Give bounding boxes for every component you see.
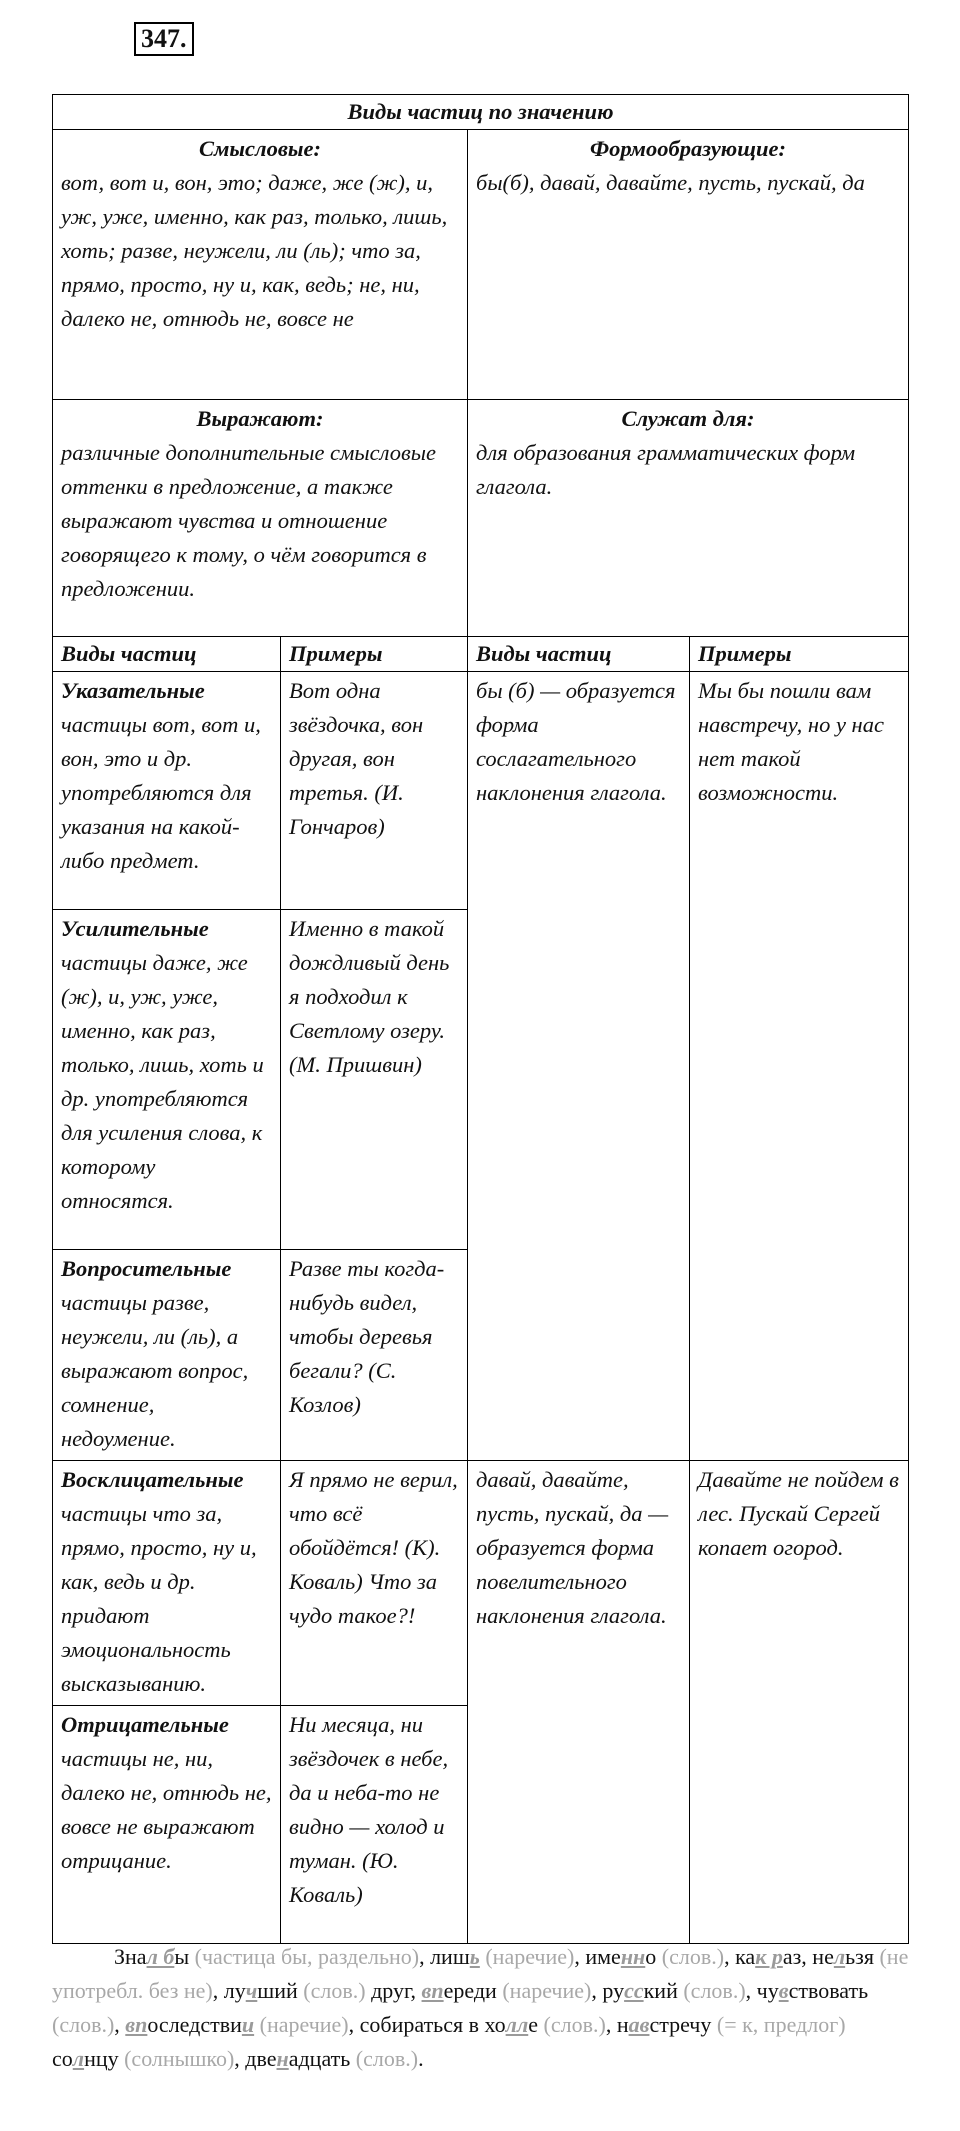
particle-type-cell bbox=[53, 1461, 281, 1706]
particle-type: Отрицательные bbox=[61, 1712, 229, 1737]
formative-list: бы(б), давай, давайте, пусть, пускай, да bbox=[476, 170, 865, 195]
particle-type: Усилительные bbox=[61, 916, 209, 941]
table-title: Виды частиц по значению bbox=[53, 95, 909, 130]
exercise-number: 347. bbox=[134, 22, 194, 56]
semantic-list: вот, вот и, вон, это; даже, же (ж), и, уж, уже, именно, как раз, только, лишь, хоть; разве, неужели, ли (ль); что за, прямо, просто, ну и, как, ведь; не, ни, далеко не, отнюдь не, вовсе не bbox=[61, 170, 448, 331]
particle-type: Восклицательные bbox=[61, 1467, 244, 1492]
example-cell: Разве ты когда-нибудь видел, чтобы деревья бегали? (С. Козлов) bbox=[281, 1250, 468, 1461]
example-cell: Я прямо не верил, что всё обойдётся! (К). Коваль) Что за чудо такое?! bbox=[281, 1461, 468, 1706]
formative-purpose-heading: Служат для: bbox=[621, 406, 755, 431]
particle-desc: частицы не, ни, далеко не, отнюдь не, вовсе не выражают отрицание. bbox=[61, 1746, 272, 1873]
particles-table bbox=[52, 94, 909, 1944]
formative-heading: Формообразующие: bbox=[590, 136, 786, 161]
example-cell: Вот одна звёздочка, вон другая, вон третья. (И. Гончаров) bbox=[281, 672, 468, 910]
particle-desc: частицы что за, прямо, просто, ну и, как, ведь и др. придают эмоциональность высказыванию. bbox=[61, 1501, 257, 1696]
semantic-purpose-cell bbox=[53, 400, 468, 637]
semantic-purpose-heading: Выражают: bbox=[196, 406, 324, 431]
particle-type: Вопросительные bbox=[61, 1256, 232, 1281]
semantic-cell bbox=[53, 130, 468, 400]
formative-purpose-cell bbox=[468, 400, 909, 637]
particle-type: Указательные bbox=[61, 678, 205, 703]
answer-paragraph: Знал бы (частица бы, раздельно), лишь (наречие), именно (слов.), как раз, нельзя (не употребл. без не), лучший (слов.) друг, впереди (наречие), русский (слов.), чувствовать (слов.), впоследствии (наречие), собираться в холле (слов.), навстречу (= к, предлог) солнцу (солнышко), двенадцать (слов.). bbox=[52, 1944, 909, 2071]
formative-example-cell: Мы бы пошли вам навстречу, но у нас нет такой возможности. bbox=[690, 672, 909, 1461]
formative-cell bbox=[468, 130, 909, 400]
column-header: Виды частиц bbox=[53, 637, 281, 672]
column-header: Примеры bbox=[281, 637, 468, 672]
particle-desc: частицы даже, же (ж), и, уж, уже, именно, как раз, только, лишь, хоть и др. употребляются для усиления слова, к которому относятся. bbox=[61, 950, 264, 1213]
semantic-heading: Смысловые: bbox=[199, 136, 321, 161]
particle-type-cell bbox=[53, 910, 281, 1250]
formative-type-cell: давай, давайте, пусть, пускай, да — образуется форма повелительного наклонения глагола. bbox=[468, 1461, 690, 1944]
formative-purpose-text: для образования грамматических форм глагола. bbox=[476, 440, 856, 499]
formative-example-cell: Давайте не пойдем в лес. Пускай Сергей копает огород. bbox=[690, 1461, 909, 1944]
particle-type-cell bbox=[53, 1706, 281, 1944]
particle-type-cell bbox=[53, 1250, 281, 1461]
example-cell: Именно в такой дождливый день я подходил к Светлому озеру. (М. Пришвин) bbox=[281, 910, 468, 1250]
semantic-purpose-text: различные дополнительные смысловые оттенки в предложение, а также выражают чувства и отношение говорящего к тому, о чём говорится в предложении. bbox=[61, 440, 436, 601]
column-header: Примеры bbox=[690, 637, 909, 672]
particle-desc: частицы вот, вот и, вон, это и др. употребляются для указания на какой-либо предмет. bbox=[61, 712, 261, 873]
column-header: Виды частиц bbox=[468, 637, 690, 672]
particle-desc: частицы разве, неужели, ли (ль), а выражают вопрос, сомнение, недоумение. bbox=[61, 1290, 249, 1451]
formative-type-cell: бы (б) — образуется форма сослагательного наклонения глагола. bbox=[468, 672, 690, 1461]
particle-type-cell bbox=[53, 672, 281, 910]
example-cell: Ни месяца, ни звёздочек в небе, да и неба-то не видно — холод и туман. (Ю. Коваль) bbox=[281, 1706, 468, 1944]
